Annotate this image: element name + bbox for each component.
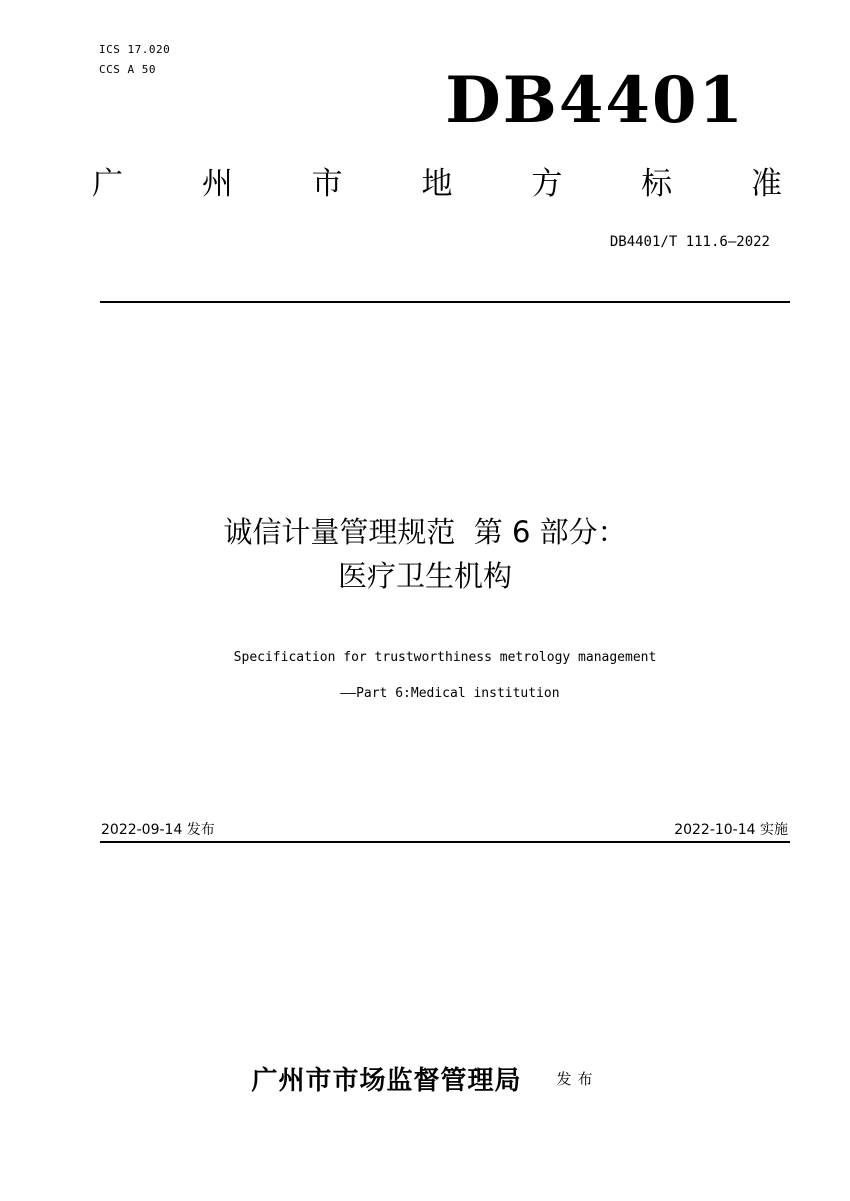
standard-type-char: 方 <box>531 166 563 202</box>
english-title-line-1: Specification for trustworthiness metrology management <box>233 650 657 665</box>
ccs-code: CCS A 50 <box>99 63 156 76</box>
chinese-title <box>0 510 850 598</box>
chinese-title-line-1: 诚信计量管理规范 第 6 部分： <box>223 515 627 549</box>
standard-type-char: 准 <box>750 166 782 202</box>
standard-type-char: 市 <box>311 166 343 202</box>
english-title-line-2: ——Part 6:Medical institution <box>340 686 560 701</box>
standard-type-char: 广 <box>92 166 123 202</box>
standard-prefix-code: DB4401 <box>445 63 745 138</box>
bottom-divider <box>100 841 790 843</box>
top-divider <box>100 301 790 303</box>
issue-date: 2022-09-14 发布 <box>101 822 215 838</box>
standard-type-char: 地 <box>421 166 453 202</box>
chinese-title-line-2: 医疗卫生机构 <box>337 559 512 593</box>
issuer-line <box>0 1060 850 1097</box>
standard-type-heading <box>92 163 782 205</box>
standard-type-char: 标 <box>641 166 673 202</box>
standard-type-char: 州 <box>201 166 233 202</box>
ics-code: ICS 17.020 <box>99 43 171 56</box>
standard-number: DB4401/T 111.6—2022 <box>609 234 770 250</box>
issuer-suffix: 发布 <box>556 1070 599 1088</box>
issuer-name: 广州市市场监督管理局 <box>251 1066 522 1096</box>
implementation-date: 2022-10-14 实施 <box>674 822 788 838</box>
